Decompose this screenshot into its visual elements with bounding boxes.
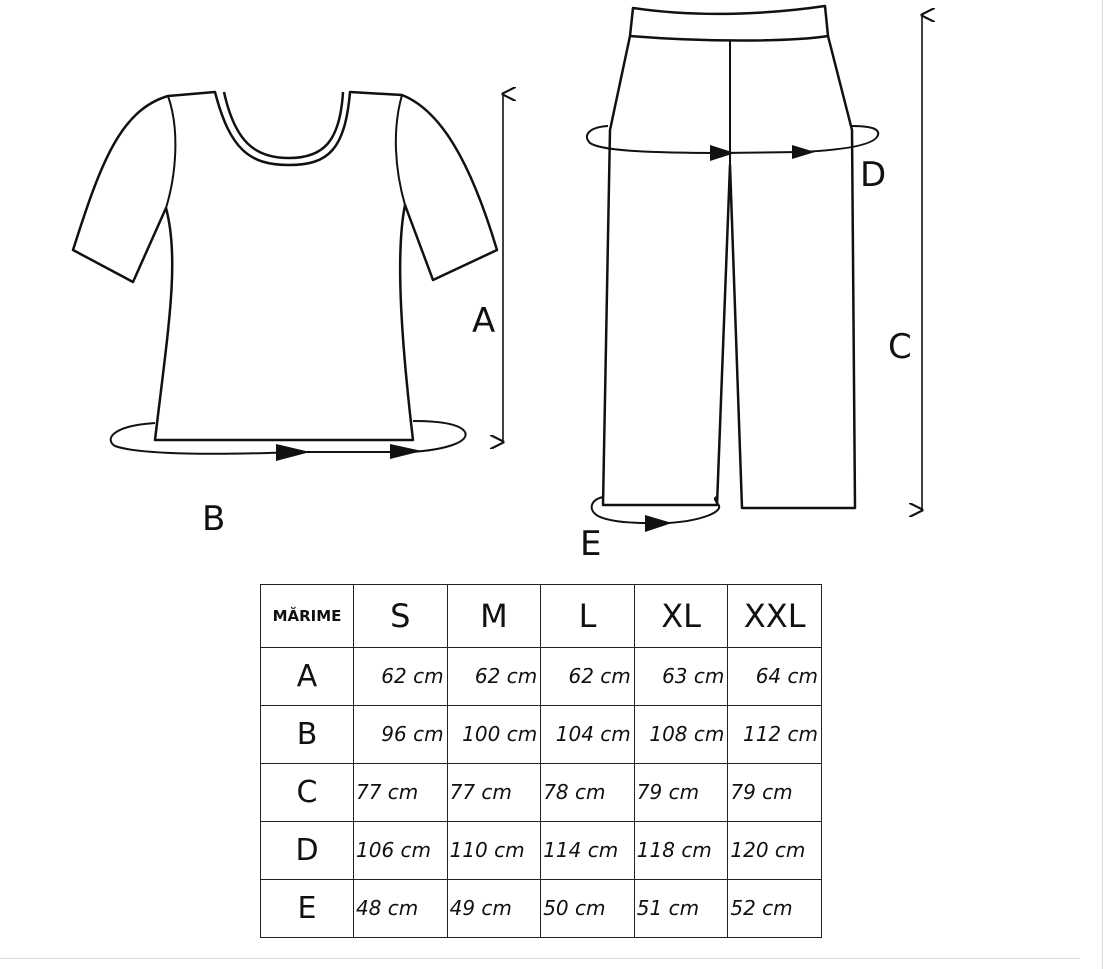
cell-d-s: 106 cm: [354, 821, 448, 879]
label-a: A: [472, 301, 496, 341]
trousers-icon: [603, 6, 855, 508]
table-row: [261, 763, 822, 821]
cell-e-s: 48 cm: [354, 879, 448, 937]
cell-e-xl: 51 cm: [634, 879, 728, 937]
cell-d-xxl: 120 cm: [728, 821, 822, 879]
table-row: [261, 705, 822, 763]
hem-arrowhead-2: [390, 444, 422, 459]
hem-arrowhead-1: [276, 444, 310, 461]
size-chart-table: [260, 584, 822, 938]
size-m-header: M: [447, 585, 541, 648]
trousers-waist-loop: [587, 126, 878, 153]
cell-b-l: 104 cm: [541, 705, 635, 763]
cell-c-s: 77 cm: [354, 763, 448, 821]
size-column-header: MĂRIME: [261, 585, 354, 648]
cell-b-s: 96 cm: [354, 705, 448, 763]
waist-arrowhead-1: [710, 145, 735, 161]
cell-c-xl: 79 cm: [634, 763, 728, 821]
size-xl-header: XL: [634, 585, 728, 648]
frame-divider-bottom: [0, 958, 1080, 959]
cell-b-xl: 108 cm: [634, 705, 728, 763]
table-row: [261, 879, 822, 937]
row-header-d: D: [261, 821, 354, 879]
size-l-header: L: [541, 585, 635, 648]
cell-a-s: 62 cm: [354, 647, 448, 705]
label-b: B: [202, 499, 226, 539]
cell-d-m: 110 cm: [447, 821, 541, 879]
label-c: C: [888, 327, 912, 367]
cell-a-xl: 63 cm: [634, 647, 728, 705]
frame-divider-right: [1102, 0, 1103, 969]
table-row: [261, 821, 822, 879]
cell-a-l: 62 cm: [541, 647, 635, 705]
cell-e-m: 49 cm: [447, 879, 541, 937]
size-header-row: [261, 585, 822, 648]
row-header-a: A: [261, 647, 354, 705]
cell-e-l: 50 cm: [541, 879, 635, 937]
cell-d-xl: 118 cm: [634, 821, 728, 879]
cell-c-l: 78 cm: [541, 763, 635, 821]
table-row: [261, 647, 822, 705]
label-e: E: [580, 524, 602, 564]
size-s-header: S: [354, 585, 448, 648]
cell-e-xxl: 52 cm: [728, 879, 822, 937]
cell-a-xxl: 64 cm: [728, 647, 822, 705]
leg-arrowhead: [645, 515, 672, 532]
label-d: D: [860, 155, 887, 195]
row-header-c: C: [261, 763, 354, 821]
row-header-b: B: [261, 705, 354, 763]
cell-d-l: 114 cm: [541, 821, 635, 879]
row-header-e: E: [261, 879, 354, 937]
cell-b-m: 100 cm: [447, 705, 541, 763]
cell-c-xxl: 79 cm: [728, 763, 822, 821]
size-xxl-header: XXL: [728, 585, 822, 648]
cell-c-m: 77 cm: [447, 763, 541, 821]
t-shirt-icon: [73, 92, 497, 440]
cell-b-xxl: 112 cm: [728, 705, 822, 763]
waist-arrowhead-2: [792, 145, 815, 159]
cell-a-m: 62 cm: [447, 647, 541, 705]
